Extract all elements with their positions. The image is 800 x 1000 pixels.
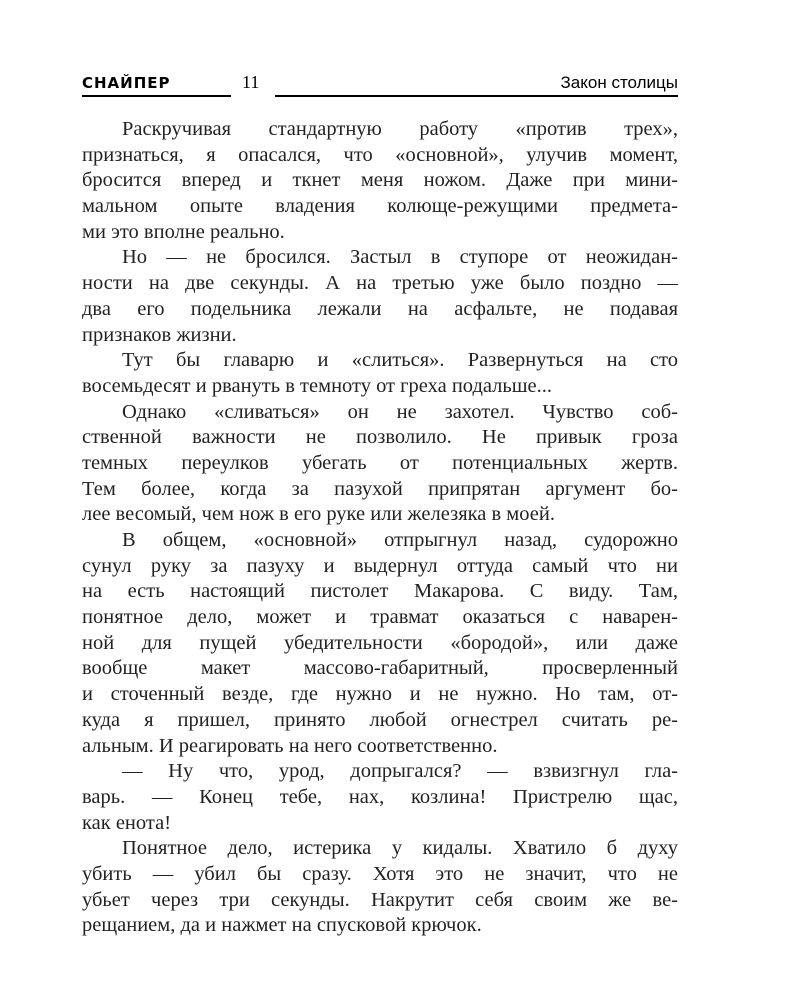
text-line: В общем, «основной» отпрыгнул назад, судорожно (122, 529, 678, 551)
text-line: понятное дело, может и травмат оказаться с наварен- (82, 606, 678, 629)
text-line: и сточенный везде, где нужно и не нужно. Но там, от- (82, 683, 678, 706)
text-line: ности на две секунды. А на третью уже было поздно — (82, 272, 678, 295)
header-rule-right (275, 95, 678, 97)
text-line: Раскручивая стандартную работу «против трех», (122, 118, 678, 140)
text-line: вообще макет массово-габаритный, просверленный (82, 657, 678, 680)
text-line: ми это вполне реально. (82, 220, 285, 243)
text-line: куда я пришел, принято любой огнестрел считать ре- (82, 708, 678, 731)
text-line: восемьдесят и рвануть в темноту от греха подальше... (82, 374, 553, 397)
text-line: рещанием, да и нажмет на спусковой крючок. (82, 914, 482, 937)
text-line: Но — не бросился. Застыл в ступоре от неожидан- (122, 246, 678, 269)
text-line: Понятное дело, истерика у кидалы. Хватило б духу (122, 837, 678, 860)
text-line: мальном опыте владения колюще-режущими предмета- (82, 195, 678, 218)
text-line: варь. — Конец тебе, нах, козлина! Пристрелю щас, (82, 785, 678, 808)
paragraph (82, 117, 678, 245)
page-body-text (82, 117, 678, 939)
text-line: бросится вперед и ткнет меня ножом. Даже при мини- (82, 169, 678, 192)
text-line: ной для пущей убедительности «бородой», или даже (82, 631, 678, 654)
text-line: убить — убил бы сразу. Хотя это не значит, что не (82, 862, 678, 885)
text-line: сунул руку за пазуху и выдернул оттуда самый что ни (82, 554, 678, 577)
header-rule-left (82, 95, 231, 97)
text-line: как енота! (82, 811, 172, 834)
paragraph (82, 528, 678, 759)
text-line: признаться, я опасался, что «основной», улучив момент, (82, 143, 678, 166)
text-line: альным. И реагировать на него соответственно. (82, 734, 498, 757)
text-line: Тем более, когда за пазухой припрятан аргумент бо- (82, 477, 678, 500)
text-line: лее весомый, чем нож в его руке или железяка в моей. (82, 503, 555, 526)
paragraph (82, 836, 678, 939)
text-line: — Ну что, урод, допрыгался? — взвизгнул гла- (122, 760, 678, 783)
text-line: признаков жизни. (82, 323, 237, 346)
running-header (82, 72, 678, 98)
paragraph (82, 348, 678, 399)
series-title: СНАЙПЕР (82, 74, 171, 92)
text-line: Однако «сливаться» он не захотел. Чувство соб- (122, 400, 678, 423)
paragraph (82, 245, 678, 348)
book-title: Закон столицы (560, 73, 678, 92)
text-line: два его подельника лежали на асфальте, не подавая (82, 297, 678, 320)
text-line: Тут бы главарю и «слиться». Развернуться на сто (122, 349, 678, 372)
text-line: темных переулков убегать от потенциальных жертв. (82, 451, 678, 474)
text-line: ственной важности не позволило. Не привык гроза (82, 426, 678, 449)
text-line: убьет через три секунды. Накрутит себя своим же ве- (82, 888, 678, 911)
page-number: 11 (242, 72, 260, 92)
paragraph (82, 759, 678, 836)
paragraph (82, 400, 678, 528)
text-line: на есть настоящий пистолет Макарова. С виду. Там, (82, 580, 678, 603)
